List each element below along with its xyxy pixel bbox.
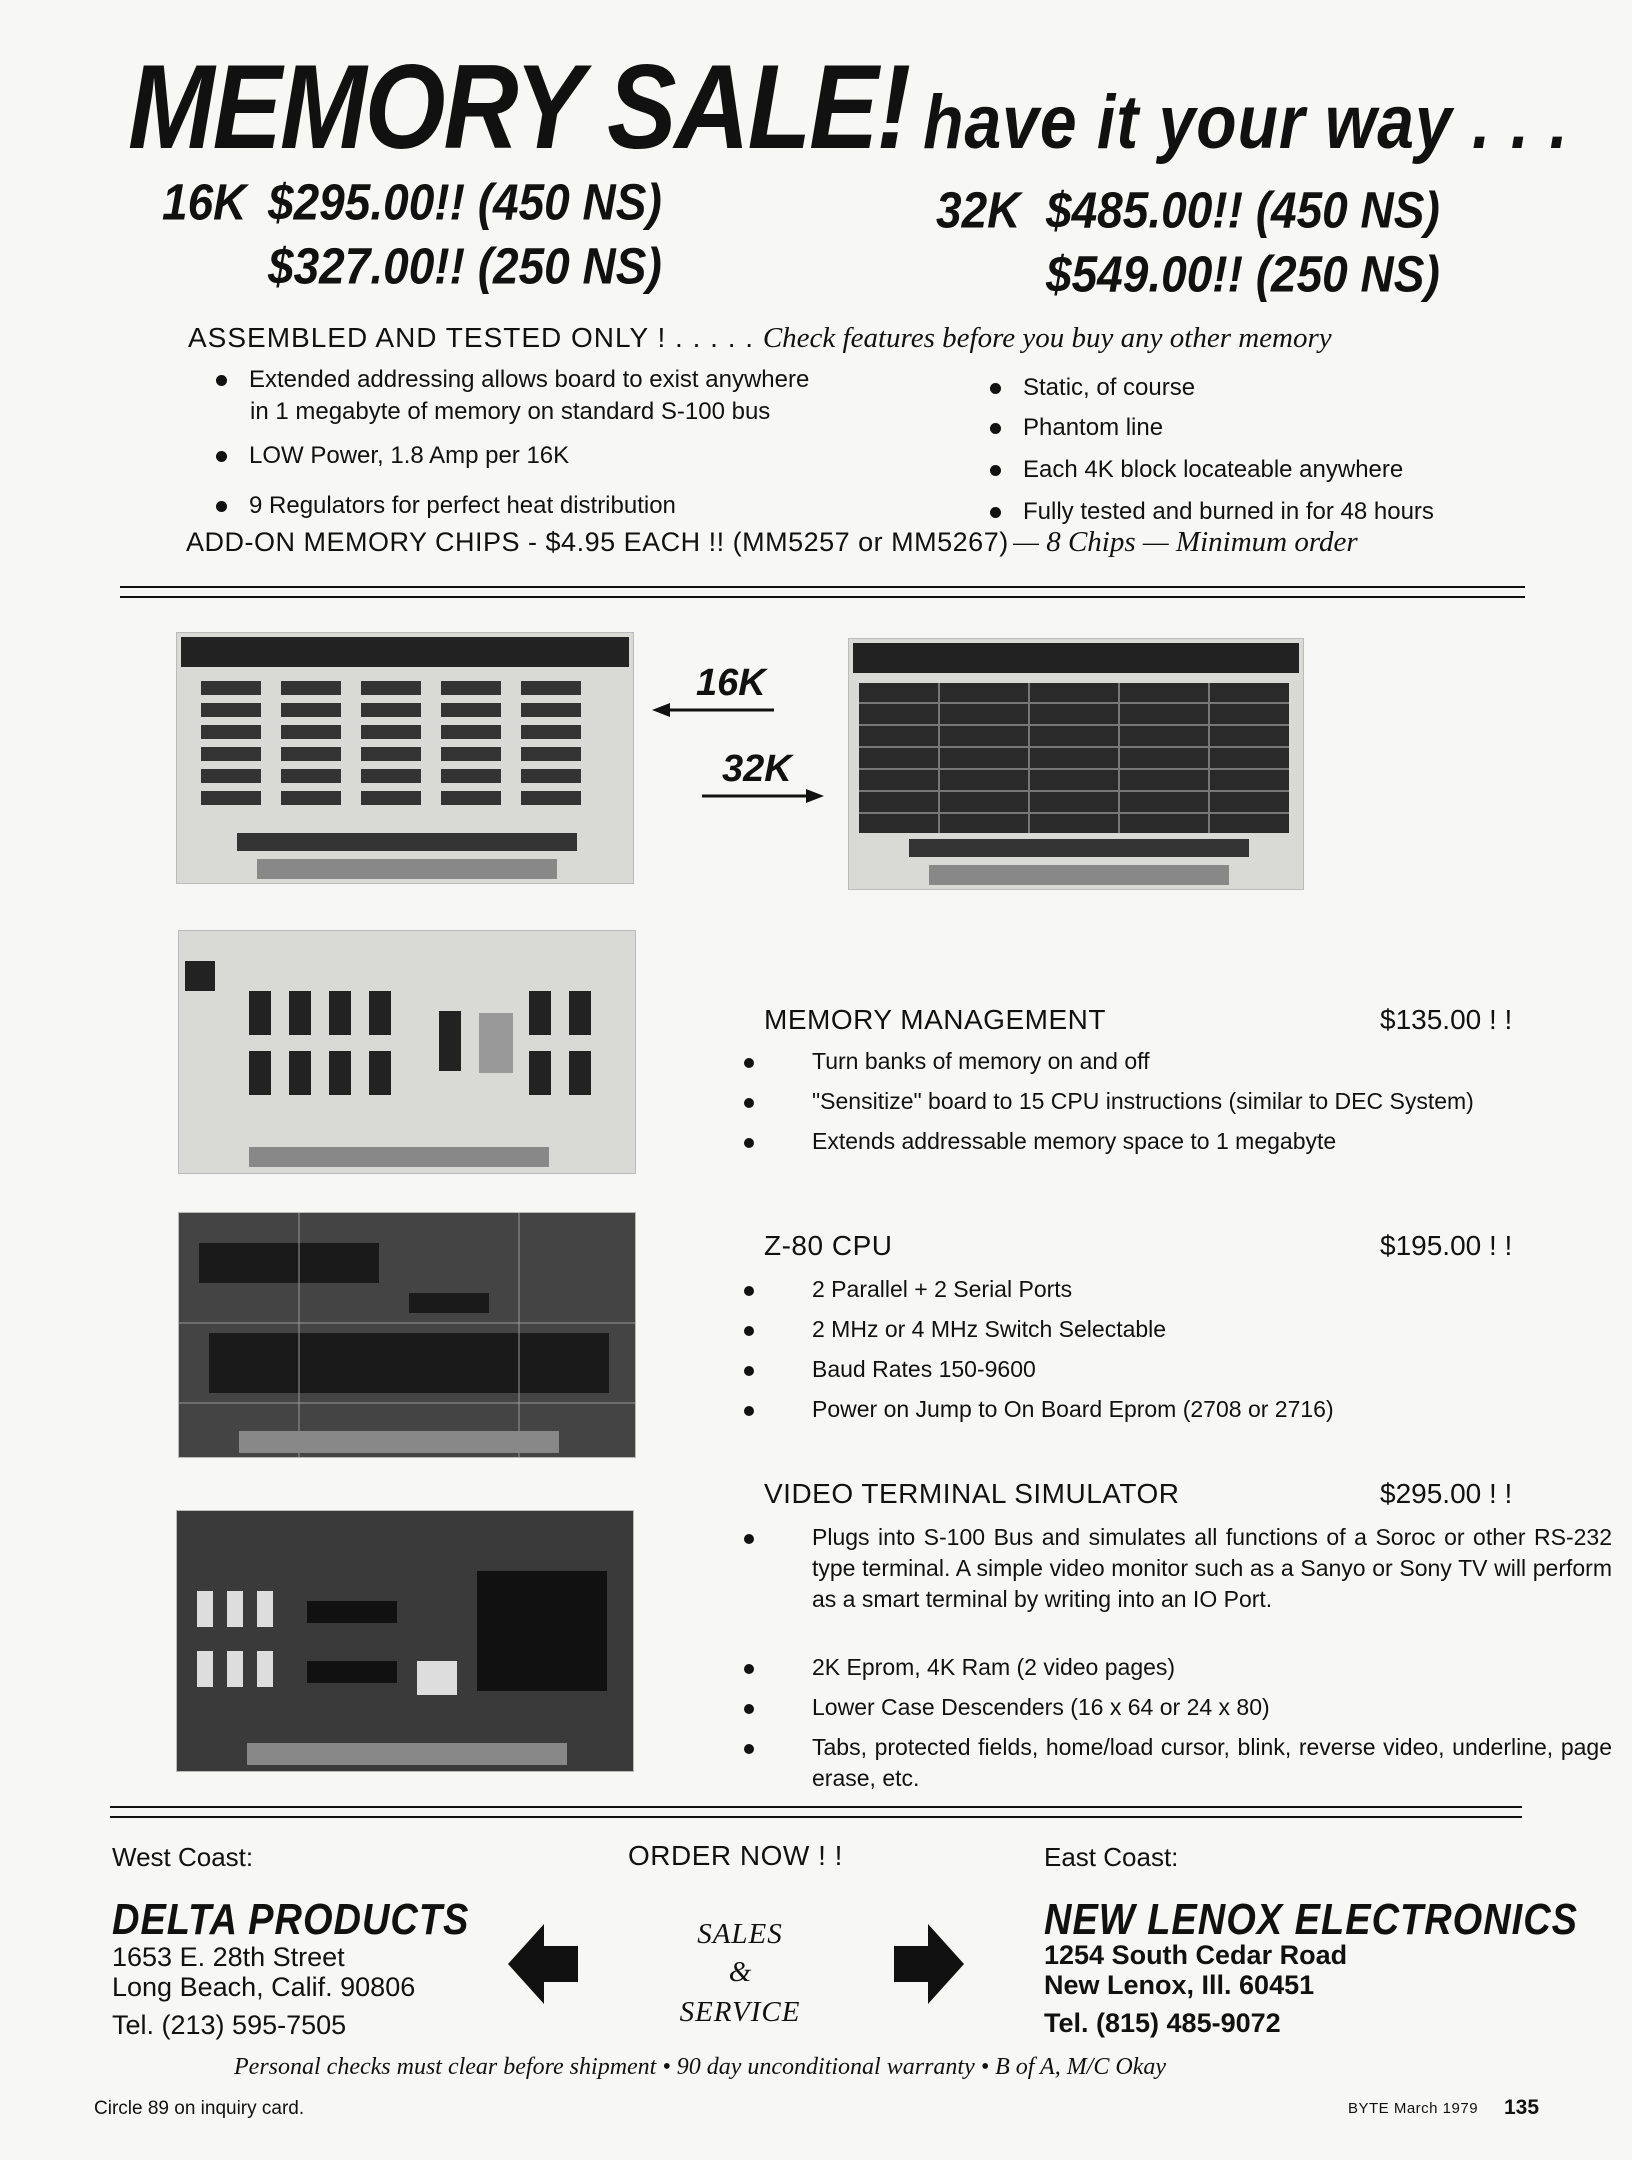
arrow-left-icon bbox=[508, 1924, 578, 2004]
bullet-icon bbox=[216, 375, 227, 386]
page-number: 135 bbox=[1504, 2096, 1540, 2119]
bullet-text: Baud Rates 150-9600 bbox=[812, 1356, 1036, 1382]
bullet-text: Plugs into S-100 Bus and simulates all functions of a Soroc or other RS-232 type terminal. A simple video monitor such as a Sanyo or Sony TV will perform as a smart terminal by writing into an IO Port. bbox=[812, 1524, 1612, 1612]
bullet-icon bbox=[990, 423, 1001, 434]
product-price-memory-management: $135.00 ! ! bbox=[1380, 1004, 1513, 1035]
bullet-text: 2K Eprom, 4K Ram (2 video pages) bbox=[812, 1654, 1176, 1680]
bullet-text: Extends addressable memory space to 1 megabyte bbox=[812, 1128, 1337, 1154]
feature-left-2 bbox=[216, 442, 569, 470]
memory-management-board-photo bbox=[178, 930, 636, 1174]
feature-right-1 bbox=[990, 374, 1195, 402]
circuit-board-icon bbox=[179, 931, 635, 1173]
feature-text: Each 4K block locateable anywhere bbox=[1023, 456, 1404, 483]
bullet-icon bbox=[216, 451, 227, 462]
addon-minimum: — 8 Chips — Minimum order bbox=[1013, 526, 1358, 558]
feature-text: Phantom line bbox=[1023, 414, 1164, 441]
feature-right-3 bbox=[990, 456, 1403, 484]
feature-left-3 bbox=[216, 492, 676, 520]
divider bbox=[120, 596, 1525, 598]
board-16k-photo bbox=[176, 632, 634, 884]
east-city: New Lenox, Ill. 60451 bbox=[1044, 1970, 1315, 2000]
feature-text: LOW Power, 1.8 Amp per 16K bbox=[249, 442, 570, 469]
arrow-right-icon bbox=[894, 1924, 964, 2004]
arrow-right-icon bbox=[700, 786, 824, 806]
assembled-text: ASSEMBLED AND TESTED ONLY ! . . . . . bbox=[188, 322, 755, 353]
price-32k-250: $549.00!! (250 NS) bbox=[1046, 245, 1440, 303]
service-text: SERVICE bbox=[679, 1996, 801, 2028]
west-telephone: Tel. (213) 595-7505 bbox=[112, 2010, 347, 2040]
bullet-icon bbox=[744, 1098, 754, 1108]
arrow-left-icon bbox=[652, 700, 776, 720]
label-16k: 16K bbox=[696, 662, 766, 704]
divider bbox=[120, 586, 1525, 588]
board-32k-photo bbox=[848, 638, 1304, 890]
feature-left-1 bbox=[216, 366, 809, 394]
bullet-text: Power on Jump to On Board Eprom (2708 or 2716) bbox=[812, 1396, 1334, 1422]
feature-text: Static, of course bbox=[1023, 374, 1196, 401]
bullet-icon bbox=[744, 1406, 754, 1416]
bullet-icon bbox=[744, 1704, 754, 1714]
circuit-board-icon bbox=[177, 633, 633, 883]
bullet-icon bbox=[990, 507, 1001, 518]
circuit-board-icon bbox=[177, 1511, 633, 1771]
feature-text: Extended addressing allows board to exist anywhere bbox=[249, 366, 810, 393]
bullet-text: Tabs, protected fields, home/load cursor, blink, reverse video, underline, page erase, etc. bbox=[812, 1734, 1612, 1791]
price-16k-250: $327.00!! (250 NS) bbox=[268, 237, 662, 295]
circuit-board-icon bbox=[849, 639, 1303, 889]
west-coast-label: West Coast: bbox=[112, 1842, 254, 1872]
circuit-board-icon bbox=[179, 1213, 635, 1457]
bullet-icon bbox=[744, 1534, 754, 1544]
magazine-issue: BYTE March 1979 bbox=[1348, 2100, 1479, 2117]
divider bbox=[110, 1806, 1522, 1808]
circle-inquiry-card: Circle 89 on inquiry card. bbox=[94, 2098, 305, 2119]
addon-text: ADD-ON MEMORY CHIPS - $4.95 EACH !! (MM5257 or MM5267) bbox=[186, 527, 1009, 557]
divider bbox=[110, 1816, 1522, 1818]
label-32k: 32K bbox=[722, 748, 792, 790]
product-title-memory-management: MEMORY MANAGEMENT bbox=[764, 1004, 1106, 1035]
check-features-text: Check features before you buy any other memory bbox=[762, 322, 1332, 354]
bullet-icon bbox=[744, 1058, 754, 1068]
headline-main: MEMORY SALE! bbox=[128, 41, 910, 175]
price-16k-label: 16K bbox=[162, 173, 247, 231]
feature-text: 9 Regulators for perfect heat distribution bbox=[249, 492, 676, 519]
bullet-icon bbox=[744, 1664, 754, 1674]
east-telephone: Tel. (815) 485-9072 bbox=[1044, 2008, 1281, 2038]
bullet-icon bbox=[744, 1366, 754, 1376]
feature-left-1b: in 1 megabyte of memory on standard S-100 bus bbox=[250, 398, 771, 425]
west-company-name: DELTA PRODUCTS bbox=[112, 1896, 470, 1945]
east-coast-label: East Coast: bbox=[1044, 1842, 1179, 1872]
bullet-icon bbox=[990, 465, 1001, 476]
price-16k-450: $295.00!! (450 NS) bbox=[268, 173, 662, 231]
east-company-name: NEW LENOX ELECTRONICS bbox=[1044, 1896, 1579, 1945]
bullet-icon bbox=[744, 1286, 754, 1296]
product-title-video-terminal: VIDEO TERMINAL SIMULATOR bbox=[764, 1478, 1180, 1509]
addon-line bbox=[186, 526, 1358, 559]
bullet-icon bbox=[990, 383, 1001, 394]
bullet-text: Turn banks of memory on and off bbox=[812, 1048, 1150, 1074]
terms-line: Personal checks must clear before shipment • 90 day unconditional warranty • B of A, M/C Okay bbox=[234, 2054, 1166, 2080]
bullet-text: "Sensitize" board to 15 CPU instructions (similar to DEC System) bbox=[812, 1088, 1474, 1114]
ampersand-text: & bbox=[728, 1956, 752, 1988]
feature-text: Fully tested and burned in for 48 hours bbox=[1023, 498, 1434, 525]
west-street: 1653 E. 28th Street bbox=[112, 1942, 345, 1972]
product-price-z80-cpu: $195.00 ! ! bbox=[1380, 1230, 1513, 1261]
bullet-icon bbox=[744, 1326, 754, 1336]
sales-text: SALES bbox=[697, 1918, 783, 1950]
z80-cpu-board-photo bbox=[178, 1212, 636, 1458]
headline-tail: have it your way . . . bbox=[923, 79, 1569, 165]
price-32k-450: $485.00!! (450 NS) bbox=[1046, 181, 1440, 239]
feature-right-4 bbox=[990, 498, 1434, 526]
west-city: Long Beach, Calif. 90806 bbox=[112, 1972, 416, 2002]
product-price-video-terminal: $295.00 ! ! bbox=[1380, 1478, 1513, 1509]
headline bbox=[128, 40, 1569, 177]
east-street: 1254 South Cedar Road bbox=[1044, 1940, 1348, 1970]
order-now-label: ORDER NOW ! ! bbox=[628, 1840, 843, 1871]
video-terminal-board-photo bbox=[176, 1510, 634, 1772]
bullet-text: 2 MHz or 4 MHz Switch Selectable bbox=[812, 1316, 1167, 1342]
bullet-text: Lower Case Descenders (16 x 64 or 24 x 80) bbox=[812, 1694, 1270, 1720]
assembled-heading bbox=[188, 322, 1332, 355]
bullet-icon bbox=[744, 1744, 754, 1754]
bullet-icon bbox=[744, 1138, 754, 1148]
bullet-text: 2 Parallel + 2 Serial Ports bbox=[812, 1276, 1073, 1302]
feature-right-2 bbox=[990, 414, 1163, 442]
product-title-z80-cpu: Z-80 CPU bbox=[764, 1230, 893, 1261]
price-32k-label: 32K bbox=[936, 181, 1021, 239]
bullet-icon bbox=[216, 501, 227, 512]
